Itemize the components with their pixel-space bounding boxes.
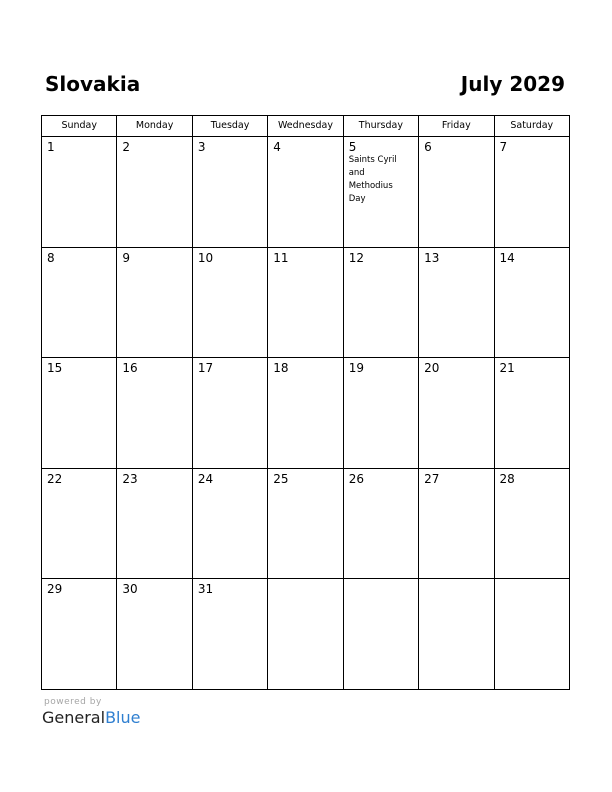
day-number: 16 [122,361,138,375]
weekday-tuesday: Tuesday [192,116,267,137]
day-number: 19 [348,361,364,375]
week-row [42,247,570,358]
day-cell [494,247,569,358]
day-number: 27 [424,471,440,486]
day-number: 29 [47,582,63,596]
powered-by-text: powered by [44,697,102,707]
day-number: 22 [47,471,63,486]
day-cell [343,468,418,579]
calendar-grid [41,115,570,690]
day-cell [494,579,569,690]
day-number: 30 [122,582,138,596]
week-row [42,468,570,579]
month-year-title: July 2029 [460,72,565,96]
generalblue-logo[interactable] [42,708,140,728]
day-cell [42,468,117,579]
weekday-monday: Monday [117,116,192,137]
day-number: 12 [348,250,364,265]
day-number: 6 [424,140,432,154]
day-number: 3 [197,140,206,154]
day-number: 21 [499,361,515,375]
day-cell [192,468,267,579]
day-number: 18 [273,361,289,375]
day-cell [343,247,418,358]
day-cell [419,137,494,248]
brand-blue-text: Blue [105,708,141,727]
day-cell [343,137,418,248]
day-cell [268,137,343,248]
day-number: 4 [273,140,281,154]
day-cell [268,247,343,358]
brand-general-text: General [42,708,106,727]
day-cell [343,579,418,690]
day-number: 20 [424,361,440,375]
day-cell [42,247,117,358]
day-cell [117,247,192,358]
day-cell [192,137,267,248]
day-number: 11 [273,250,289,265]
day-cell [192,579,267,690]
day-cell [268,468,343,579]
day-number: 7 [499,140,508,154]
day-number: 1 [47,140,55,154]
week-row [42,579,570,690]
week-row [42,358,570,469]
day-number: 10 [197,250,214,265]
day-number: 13 [424,250,440,265]
weekday-thursday: Thursday [343,116,418,137]
day-number: 15 [47,361,63,375]
day-number: 31 [197,582,214,596]
weekday-header-row [42,116,570,137]
day-cell [419,579,494,690]
day-cell [419,468,494,579]
day-cell [343,358,418,469]
weekday-friday: Friday [419,116,494,137]
day-cell [192,247,267,358]
day-cell [192,358,267,469]
country-title: Slovakia [45,72,141,96]
day-number: 26 [348,471,364,486]
day-cell [117,358,192,469]
day-cell [268,358,343,469]
day-number: 25 [273,471,289,486]
day-number: 8 [47,250,55,265]
weekday-sunday: Sunday [42,116,117,137]
day-cell [419,247,494,358]
day-number: 2 [122,140,131,154]
day-number: 24 [197,471,214,486]
day-cell [268,579,343,690]
day-cell [419,358,494,469]
weekday-wednesday: Wednesday [268,116,343,137]
day-number: 14 [499,250,515,265]
week-row [42,137,570,248]
day-cell [42,579,117,690]
day-number: 17 [197,361,214,375]
holiday-label: Saints Cyril and Methodius Day [348,155,397,204]
day-cell [42,358,117,469]
day-cell [42,137,117,248]
day-number: 28 [499,471,515,486]
weekday-saturday: Saturday [494,116,569,137]
day-cell [117,137,192,248]
day-cell [494,137,569,248]
day-cell [494,358,569,469]
day-cell [117,579,192,690]
day-cell [117,468,192,579]
day-cell [494,468,569,579]
day-number: 5 [348,140,357,154]
day-number: 9 [122,250,131,265]
day-number: 23 [122,471,138,486]
